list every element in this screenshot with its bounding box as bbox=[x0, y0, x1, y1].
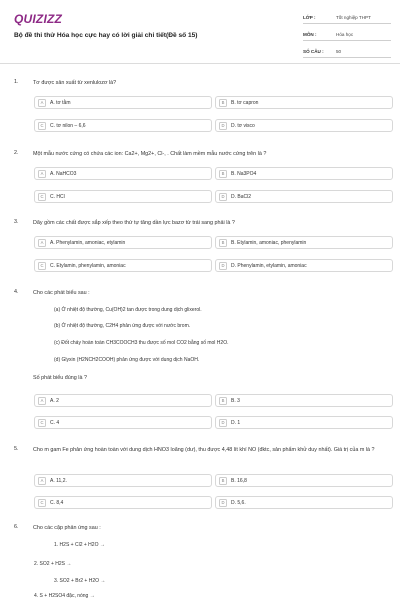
option-letter: D bbox=[219, 499, 227, 507]
reaction-1: 1. H2S + Cl2 + H2O → bbox=[54, 542, 105, 548]
answer-option-d[interactable] bbox=[215, 119, 393, 132]
option-text: B. tơ capron bbox=[231, 99, 259, 106]
meta-value: Hóa học bbox=[336, 32, 354, 37]
question-text: Dãy gồm các chất được sắp xếp theo thứ tự tăng dần lực bazơ từ trái sang phải là ? bbox=[33, 220, 235, 226]
reaction-3: 3. SO2 + Br2 + H2O → bbox=[54, 578, 106, 584]
option-text: A. Phenylamin, amoniac, etylamin bbox=[50, 239, 126, 246]
question-text: Cho các phát biểu sau : bbox=[33, 290, 90, 296]
answer-option-c[interactable] bbox=[34, 119, 212, 132]
meta-row-class bbox=[303, 12, 391, 24]
meta-value: 50 bbox=[336, 49, 342, 54]
answer-option-a[interactable] bbox=[34, 96, 212, 109]
worksheet-meta bbox=[303, 12, 391, 63]
option-letter: C bbox=[38, 193, 46, 201]
option-text: B. Na3PO4 bbox=[231, 170, 257, 177]
option-text: A. tơ tằm bbox=[50, 99, 71, 106]
option-text: D. tơ visco bbox=[231, 122, 255, 129]
meta-label: SỐ CÂU : bbox=[303, 49, 324, 54]
question-number: 2. bbox=[14, 150, 19, 156]
question-number: 3. bbox=[14, 219, 19, 225]
question-prompt: Số phát biểu đúng là ? bbox=[33, 375, 87, 381]
quizizz-logo: QUIZIZZ bbox=[14, 12, 63, 26]
statement-d: (d) Glyxin (H2NCH2COOH) phản ứng được với dung dịch NaOH. bbox=[54, 357, 200, 363]
option-text: C. 8,4 bbox=[50, 499, 64, 506]
meta-label: MÔN : bbox=[303, 32, 317, 37]
option-letter: A bbox=[38, 170, 46, 178]
meta-label: LỚP : bbox=[303, 15, 316, 20]
option-letter: B bbox=[219, 477, 227, 485]
option-letter: A bbox=[38, 239, 46, 247]
option-letter: D bbox=[219, 419, 227, 427]
option-letter: D bbox=[219, 262, 227, 270]
answer-option-b[interactable] bbox=[215, 167, 393, 180]
statement-c: (c) Đốt cháy hoàn toàn CH3COOCH3 thu được số mol CO2 bằng số mol H2O. bbox=[54, 340, 229, 346]
option-text: C. Etylamin, phenylamin, amoniac bbox=[50, 262, 126, 269]
question-text: Cho m gam Fe phản ứng hoàn toàn với dung dịch HNO3 loãng (dư), thu được 4,48 lít khí NO (đktc, sản phẩm khử duy nhất). Giá trị của m là ? bbox=[33, 447, 375, 453]
option-letter: B bbox=[219, 397, 227, 405]
answer-option-b[interactable] bbox=[215, 96, 393, 109]
option-text: A. 2 bbox=[50, 397, 59, 404]
reaction-2: 2. SO2 + H2S → bbox=[34, 561, 72, 567]
option-text: C. tơ nilon – 6,6 bbox=[50, 122, 86, 129]
question-text: Cho các cặp phản ứng sau : bbox=[33, 525, 101, 531]
option-text: D. Phenylamin, etylamin, amoniac bbox=[231, 262, 307, 269]
question-number: 1. bbox=[14, 79, 19, 85]
option-letter: C bbox=[38, 419, 46, 427]
answer-option-d[interactable] bbox=[215, 259, 393, 272]
answer-option-d[interactable] bbox=[215, 416, 393, 429]
question-text: Tơ được sản xuất từ xenlulozơ là? bbox=[33, 80, 117, 86]
answer-option-c[interactable] bbox=[34, 416, 212, 429]
option-text: D. 1 bbox=[231, 419, 241, 426]
option-text: D. BaCl2 bbox=[231, 193, 252, 200]
answer-option-a[interactable] bbox=[34, 394, 212, 407]
answer-option-a[interactable] bbox=[34, 167, 212, 180]
option-letter: D bbox=[219, 122, 227, 130]
header-divider bbox=[0, 63, 400, 64]
option-letter: D bbox=[219, 193, 227, 201]
option-letter: B bbox=[219, 170, 227, 178]
option-text: B. Etylamin, amoniac, phenylamin bbox=[231, 239, 307, 246]
option-text: B. 16,8 bbox=[231, 477, 247, 484]
answer-option-c[interactable] bbox=[34, 496, 212, 509]
answer-option-b[interactable] bbox=[215, 474, 393, 487]
option-text: A. 11,2. bbox=[50, 477, 67, 484]
option-letter: C bbox=[38, 122, 46, 130]
question-text: Một mẫu nước cứng có chứa các ion: Ca2+, Mg2+, Cl-, . Chất làm mềm mẫu nước cứng trên là ? bbox=[33, 151, 267, 157]
answer-option-d[interactable] bbox=[215, 190, 393, 203]
question-number: 6. bbox=[14, 524, 19, 530]
option-text: C. 4 bbox=[50, 419, 60, 426]
statement-a: (a) Ở nhiệt độ thường, Cu(OH)2 tan được trong dung dịch glixerol. bbox=[54, 307, 202, 313]
answer-option-c[interactable] bbox=[34, 190, 212, 203]
option-letter: C bbox=[38, 262, 46, 270]
option-text: A. NaHCO3 bbox=[50, 170, 77, 177]
answer-option-b[interactable] bbox=[215, 236, 393, 249]
option-letter: B bbox=[219, 239, 227, 247]
answer-option-a[interactable] bbox=[34, 474, 212, 487]
reaction-4: 4. S + H2SO4 đặc, nóng → bbox=[34, 593, 95, 599]
option-letter: C bbox=[38, 499, 46, 507]
question-number: 5. bbox=[14, 446, 19, 452]
meta-row-count bbox=[303, 46, 391, 58]
option-text: D. 5,6. bbox=[231, 499, 246, 506]
statement-b: (b) Ở nhiệt độ thường, C2H4 phản ứng được với nước brom. bbox=[54, 323, 191, 329]
answer-option-d[interactable] bbox=[215, 496, 393, 509]
meta-value: Tốt nghiệp THPT bbox=[336, 15, 371, 20]
answer-option-b[interactable] bbox=[215, 394, 393, 407]
option-letter: A bbox=[38, 99, 46, 107]
option-letter: A bbox=[38, 477, 46, 485]
meta-row-subject bbox=[303, 29, 391, 41]
answer-option-a[interactable] bbox=[34, 236, 212, 249]
answer-option-c[interactable] bbox=[34, 259, 212, 272]
option-text: B. 3 bbox=[231, 397, 240, 404]
option-letter: B bbox=[219, 99, 227, 107]
option-letter: A bbox=[38, 397, 46, 405]
document-title: Bộ đề thi thử Hóa học cực hay có lời giải chi tiết(Đề số 15) bbox=[14, 32, 198, 39]
question-number: 4. bbox=[14, 289, 19, 295]
option-text: C. HCl bbox=[50, 193, 65, 200]
